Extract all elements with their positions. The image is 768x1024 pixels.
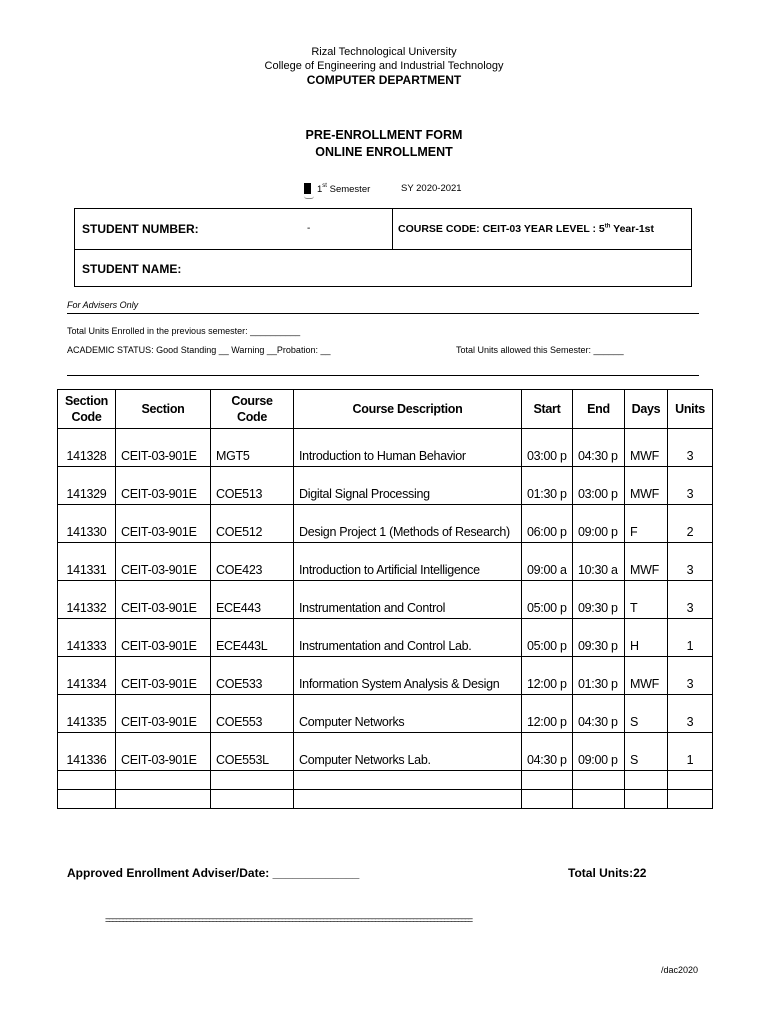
course-code-text: COURSE CODE: CEIT-03 YEAR LEVEL : 5 — [398, 223, 605, 235]
table-row — [58, 581, 713, 619]
empty-cell — [116, 771, 211, 790]
header-units: Units — [668, 390, 713, 429]
semester-checkbox[interactable] — [304, 183, 311, 194]
empty-cell — [58, 771, 116, 790]
empty-cell — [294, 771, 522, 790]
cell-course-description: Instrumentation and Control — [294, 581, 522, 619]
academic-status-field: ACADEMIC STATUS: Good Standing __ Warning __Probation: __ — [67, 345, 331, 355]
cell-start: 05:00 p — [522, 619, 573, 657]
divider — [392, 209, 393, 249]
empty-cell — [58, 790, 116, 809]
cell-end: 03:00 p — [573, 467, 625, 505]
cell-units: 2 — [668, 505, 713, 543]
empty-cell — [668, 771, 713, 790]
empty-cell — [625, 771, 668, 790]
cell-start: 09:00 a — [522, 543, 573, 581]
empty-cell — [625, 790, 668, 809]
cell-units: 3 — [668, 657, 713, 695]
cell-course-description: Digital Signal Processing — [294, 467, 522, 505]
cell-course-code: ECE443 — [211, 581, 294, 619]
cell-course-description: Instrumentation and Control Lab. — [294, 619, 522, 657]
cell-units: 1 — [668, 619, 713, 657]
cell-course-description: Computer Networks Lab. — [294, 733, 522, 771]
cell-course-code: COE512 — [211, 505, 294, 543]
cell-days: F — [625, 505, 668, 543]
department-name: COMPUTER DEPARTMENT — [306, 73, 462, 87]
cell-section: CEIT-03-901E — [116, 733, 211, 771]
empty-cell — [573, 790, 625, 809]
table-row-empty — [58, 771, 713, 790]
cell-days: H — [625, 619, 668, 657]
empty-cell — [522, 771, 573, 790]
cell-end: 01:30 p — [573, 657, 625, 695]
cell-units: 1 — [668, 733, 713, 771]
divider — [75, 249, 691, 250]
header-start: Start — [522, 390, 573, 429]
cell-course-description: Introduction to Artificial Intelligence — [294, 543, 522, 581]
empty-cell — [211, 771, 294, 790]
cell-start: 12:00 p — [522, 657, 573, 695]
college-name: College of Engineering and Industrial Technology — [264, 60, 504, 72]
year-level-rest: Year-1st — [610, 223, 655, 235]
cell-end: 09:00 p — [573, 505, 625, 543]
cell-end: 10:30 a — [573, 543, 625, 581]
cell-units: 3 — [668, 543, 713, 581]
cell-section-code: 141336 — [58, 733, 116, 771]
student-number-label: STUDENT NUMBER: — [82, 222, 199, 236]
empty-cell — [522, 790, 573, 809]
previous-units-field: Total Units Enrolled in the previous semester: __________ — [67, 326, 301, 336]
student-number-value[interactable]: - — [307, 223, 311, 234]
header-course-code: Course Code — [211, 390, 294, 429]
cell-section: CEIT-03-901E — [116, 619, 211, 657]
total-units: Total Units:22 — [568, 866, 647, 880]
cell-days: MWF — [625, 543, 668, 581]
form-title: PRE-ENROLLMENT FORM — [305, 128, 463, 142]
cell-course-description: Information System Analysis & Design — [294, 657, 522, 695]
allowed-units-field: Total Units allowed this Semester: ______ — [456, 345, 624, 355]
cell-course-description: Introduction to Human Behavior — [294, 429, 522, 467]
cell-start: 06:00 p — [522, 505, 573, 543]
empty-cell — [294, 790, 522, 809]
cell-course-code: COE423 — [211, 543, 294, 581]
cell-section: CEIT-03-901E — [116, 467, 211, 505]
cell-end: 09:00 p — [573, 733, 625, 771]
cell-days: S — [625, 695, 668, 733]
cell-course-code: ECE443L — [211, 619, 294, 657]
cell-end: 04:30 p — [573, 429, 625, 467]
cell-section-code: 141328 — [58, 429, 116, 467]
header-end: End — [573, 390, 625, 429]
cell-start: 12:00 p — [522, 695, 573, 733]
cell-units: 3 — [668, 695, 713, 733]
advisers-top-rule — [67, 313, 699, 314]
cell-days: T — [625, 581, 668, 619]
cell-days: MWF — [625, 657, 668, 695]
semester-row — [304, 183, 462, 195]
empty-cell — [668, 790, 713, 809]
cell-section-code: 141329 — [58, 467, 116, 505]
semester-suffix: st — [322, 183, 327, 189]
cell-course-code: COE553L — [211, 733, 294, 771]
table-row — [58, 619, 713, 657]
cell-start: 03:00 p — [522, 429, 573, 467]
table-row — [58, 695, 713, 733]
header-section-code: Section Code — [58, 390, 116, 429]
table-row — [58, 543, 713, 581]
cell-section: CEIT-03-901E — [116, 657, 211, 695]
cell-course-code: COE513 — [211, 467, 294, 505]
student-name-label: STUDENT NAME: — [82, 262, 182, 276]
cell-days: S — [625, 733, 668, 771]
checkbox-underline — [304, 195, 314, 199]
cell-section-code: 141331 — [58, 543, 116, 581]
empty-cell — [573, 771, 625, 790]
cell-end: 09:30 p — [573, 581, 625, 619]
cell-section-code: 141334 — [58, 657, 116, 695]
advisers-only-heading: For Advisers Only — [67, 300, 139, 310]
university-name: Rizal Technological University — [311, 46, 457, 58]
cell-start: 04:30 p — [522, 733, 573, 771]
cell-end: 09:30 p — [573, 619, 625, 657]
cell-units: 3 — [668, 467, 713, 505]
header-course-description: Course Description — [294, 390, 522, 429]
approved-adviser-date: Approved Enrollment Adviser/Date: _____________ — [67, 866, 360, 880]
semester-number: 1 — [317, 184, 323, 195]
year-level-suffix: th — [604, 223, 611, 230]
cell-section: CEIT-03-901E — [116, 695, 211, 733]
table-row — [58, 429, 713, 467]
cell-days: MWF — [625, 429, 668, 467]
cell-course-description: Computer Networks — [294, 695, 522, 733]
separator-line: ========================================================================================================== — [105, 915, 472, 925]
cell-section: CEIT-03-901E — [116, 581, 211, 619]
cell-start: 05:00 p — [522, 581, 573, 619]
form-subtitle: ONLINE ENROLLMENT — [315, 145, 453, 159]
cell-section: CEIT-03-901E — [116, 429, 211, 467]
cell-section: CEIT-03-901E — [116, 505, 211, 543]
cell-course-code: COE533 — [211, 657, 294, 695]
cell-course-code: COE553 — [211, 695, 294, 733]
footer-code: /dac2020 — [661, 965, 699, 975]
cell-units: 3 — [668, 581, 713, 619]
header-days: Days — [625, 390, 668, 429]
cell-units: 3 — [668, 429, 713, 467]
cell-end: 04:30 p — [573, 695, 625, 733]
advisers-bottom-rule — [67, 375, 699, 376]
table-row — [58, 505, 713, 543]
cell-section-code: 141333 — [58, 619, 116, 657]
header-section: Section — [116, 390, 211, 429]
table-row-empty — [58, 790, 713, 809]
cell-section-code: 141330 — [58, 505, 116, 543]
table-header-row — [58, 390, 713, 429]
cell-days: MWF — [625, 467, 668, 505]
course-code-year-level — [398, 223, 654, 235]
cell-start: 01:30 p — [522, 467, 573, 505]
table-row — [58, 657, 713, 695]
semester-label: Semester — [326, 184, 371, 195]
table-row — [58, 467, 713, 505]
cell-section-code: 141332 — [58, 581, 116, 619]
school-year: SY 2020-2021 — [401, 183, 462, 194]
cell-section-code: 141335 — [58, 695, 116, 733]
cell-course-code: MGT5 — [211, 429, 294, 467]
table-row — [58, 733, 713, 771]
course-table — [57, 389, 713, 809]
cell-section: CEIT-03-901E — [116, 543, 211, 581]
student-info-box — [74, 208, 692, 287]
empty-cell — [211, 790, 294, 809]
empty-cell — [116, 790, 211, 809]
cell-course-description: Design Project 1 (Methods of Research) — [294, 505, 522, 543]
